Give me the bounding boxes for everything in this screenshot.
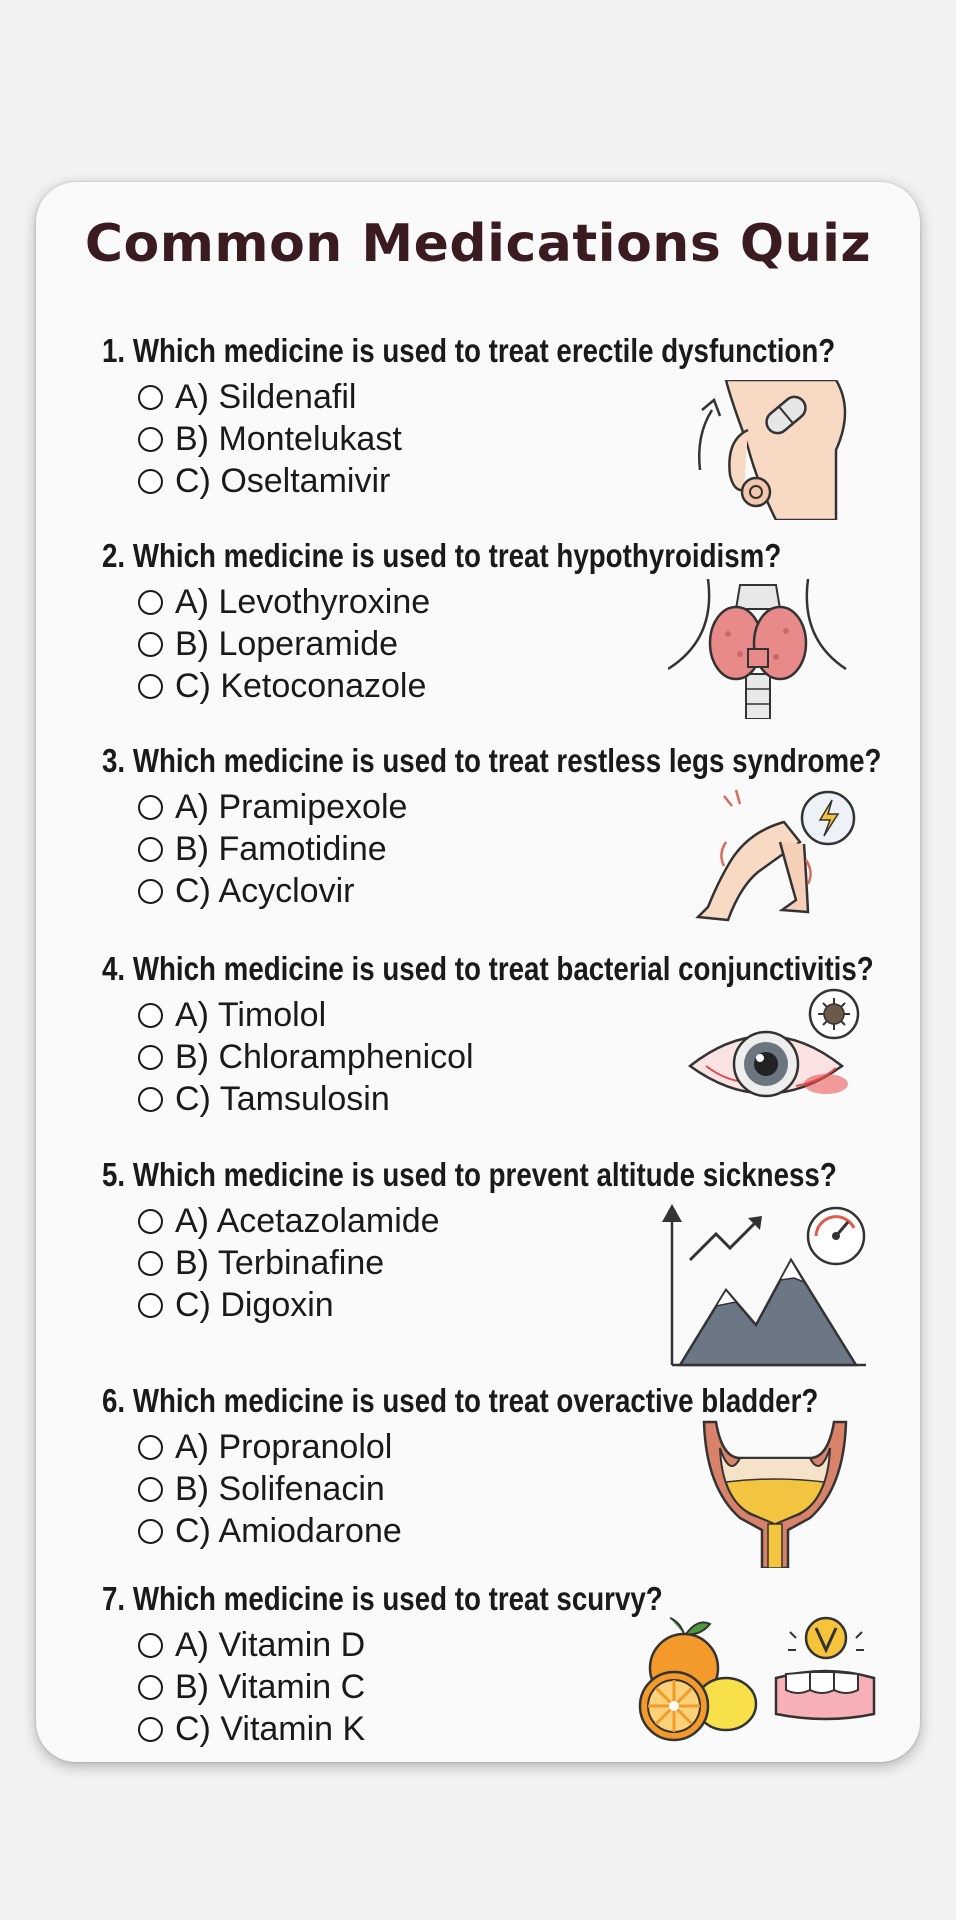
radio-button[interactable] [138, 795, 163, 820]
option-label: B) Famotidine [175, 829, 387, 868]
question-text: 2. Which medicine is used to treat hypothyroidism? [102, 537, 782, 574]
quiz-card [36, 182, 920, 1762]
radio-button[interactable] [138, 385, 163, 410]
question-4 [36, 950, 920, 1150]
radio-button[interactable] [138, 674, 163, 699]
option-a[interactable] [138, 786, 407, 828]
option-label: B) Chloramphenicol [175, 1037, 474, 1076]
quiz-title: Common Medications Quiz [84, 214, 872, 274]
radio-button[interactable] [138, 1251, 163, 1276]
answer-options [138, 1426, 402, 1552]
option-c[interactable] [138, 1284, 440, 1326]
option-label: B) Montelukast [175, 419, 402, 458]
option-b[interactable] [138, 828, 407, 870]
option-label: B) Loperamide [175, 624, 399, 663]
question-1 [36, 332, 920, 532]
answer-options [138, 376, 402, 502]
bladder-icon [700, 1418, 850, 1568]
option-a[interactable] [138, 376, 402, 418]
thyroid-gland-icon [668, 579, 848, 719]
option-label: C) Ketoconazole [175, 666, 427, 705]
infected-eye-icon [686, 986, 866, 1116]
option-label: C) Digoxin [175, 1285, 334, 1324]
question-2 [36, 537, 920, 737]
question-text: 1. Which medicine is used to treat erectile dysfunction? [102, 332, 836, 369]
radio-button[interactable] [138, 1717, 163, 1742]
option-c[interactable] [138, 1708, 365, 1750]
option-label: C) Oseltamivir [175, 461, 391, 500]
question-7 [36, 1580, 920, 1780]
option-b[interactable] [138, 1666, 365, 1708]
question-3 [36, 742, 920, 942]
radio-button[interactable] [138, 879, 163, 904]
citrus-vitamin-c-gums-icon [626, 1614, 876, 1744]
radio-button[interactable] [138, 1633, 163, 1658]
option-label: A) Propranolol [175, 1427, 393, 1466]
option-c[interactable] [138, 1510, 402, 1552]
question-text: 4. Which medicine is used to treat bacterial conjunctivitis? [102, 950, 874, 987]
radio-button[interactable] [138, 1435, 163, 1460]
option-label: A) Levothyroxine [175, 582, 431, 621]
option-c[interactable] [138, 1078, 474, 1120]
radio-button[interactable] [138, 1675, 163, 1700]
radio-button[interactable] [138, 590, 163, 615]
radio-button[interactable] [138, 1293, 163, 1318]
option-label: A) Vitamin D [175, 1625, 366, 1664]
option-label: B) Vitamin C [175, 1667, 366, 1706]
question-text: 6. Which medicine is used to treat overactive bladder? [102, 1382, 819, 1419]
radio-button[interactable] [138, 837, 163, 862]
option-b[interactable] [138, 418, 402, 460]
answer-options [138, 1200, 440, 1326]
radio-button[interactable] [138, 1045, 163, 1070]
option-b[interactable] [138, 1036, 474, 1078]
radio-button[interactable] [138, 1087, 163, 1112]
question-6 [36, 1382, 920, 1582]
male-anatomy-pill-icon [686, 380, 856, 520]
option-c[interactable] [138, 665, 430, 707]
option-label: C) Vitamin K [175, 1709, 366, 1748]
answer-options [138, 581, 430, 707]
radio-button[interactable] [138, 1477, 163, 1502]
question-text: 7. Which medicine is used to treat scurvy? [102, 1580, 663, 1617]
option-a[interactable] [138, 1624, 365, 1666]
option-label: A) Pramipexole [175, 787, 408, 826]
radio-button[interactable] [138, 469, 163, 494]
option-b[interactable] [138, 1242, 440, 1284]
option-a[interactable] [138, 1200, 440, 1242]
question-5 [36, 1156, 920, 1356]
answer-options [138, 1624, 365, 1750]
question-text: 5. Which medicine is used to prevent altitude sickness? [102, 1156, 837, 1193]
question-text: 3. Which medicine is used to treat restless legs syndrome? [102, 742, 882, 779]
option-a[interactable] [138, 1426, 402, 1468]
option-label: A) Sildenafil [175, 377, 357, 416]
option-label: C) Acyclovir [175, 871, 355, 910]
restless-legs-icon [688, 782, 858, 927]
answer-options [138, 786, 407, 912]
option-b[interactable] [138, 623, 430, 665]
option-c[interactable] [138, 870, 407, 912]
mountain-altitude-icon [656, 1200, 871, 1370]
option-c[interactable] [138, 460, 402, 502]
radio-button[interactable] [138, 427, 163, 452]
option-label: A) Acetazolamide [175, 1201, 440, 1240]
option-label: C) Tamsulosin [175, 1079, 390, 1118]
radio-button[interactable] [138, 1209, 163, 1234]
radio-button[interactable] [138, 1003, 163, 1028]
option-label: C) Amiodarone [175, 1511, 402, 1550]
option-a[interactable] [138, 994, 474, 1036]
radio-button[interactable] [138, 632, 163, 657]
option-label: B) Terbinafine [175, 1243, 385, 1282]
option-label: B) Solifenacin [175, 1469, 385, 1508]
radio-button[interactable] [138, 1519, 163, 1544]
option-label: A) Timolol [175, 995, 327, 1034]
option-b[interactable] [138, 1468, 402, 1510]
answer-options [138, 994, 474, 1120]
option-a[interactable] [138, 581, 430, 623]
